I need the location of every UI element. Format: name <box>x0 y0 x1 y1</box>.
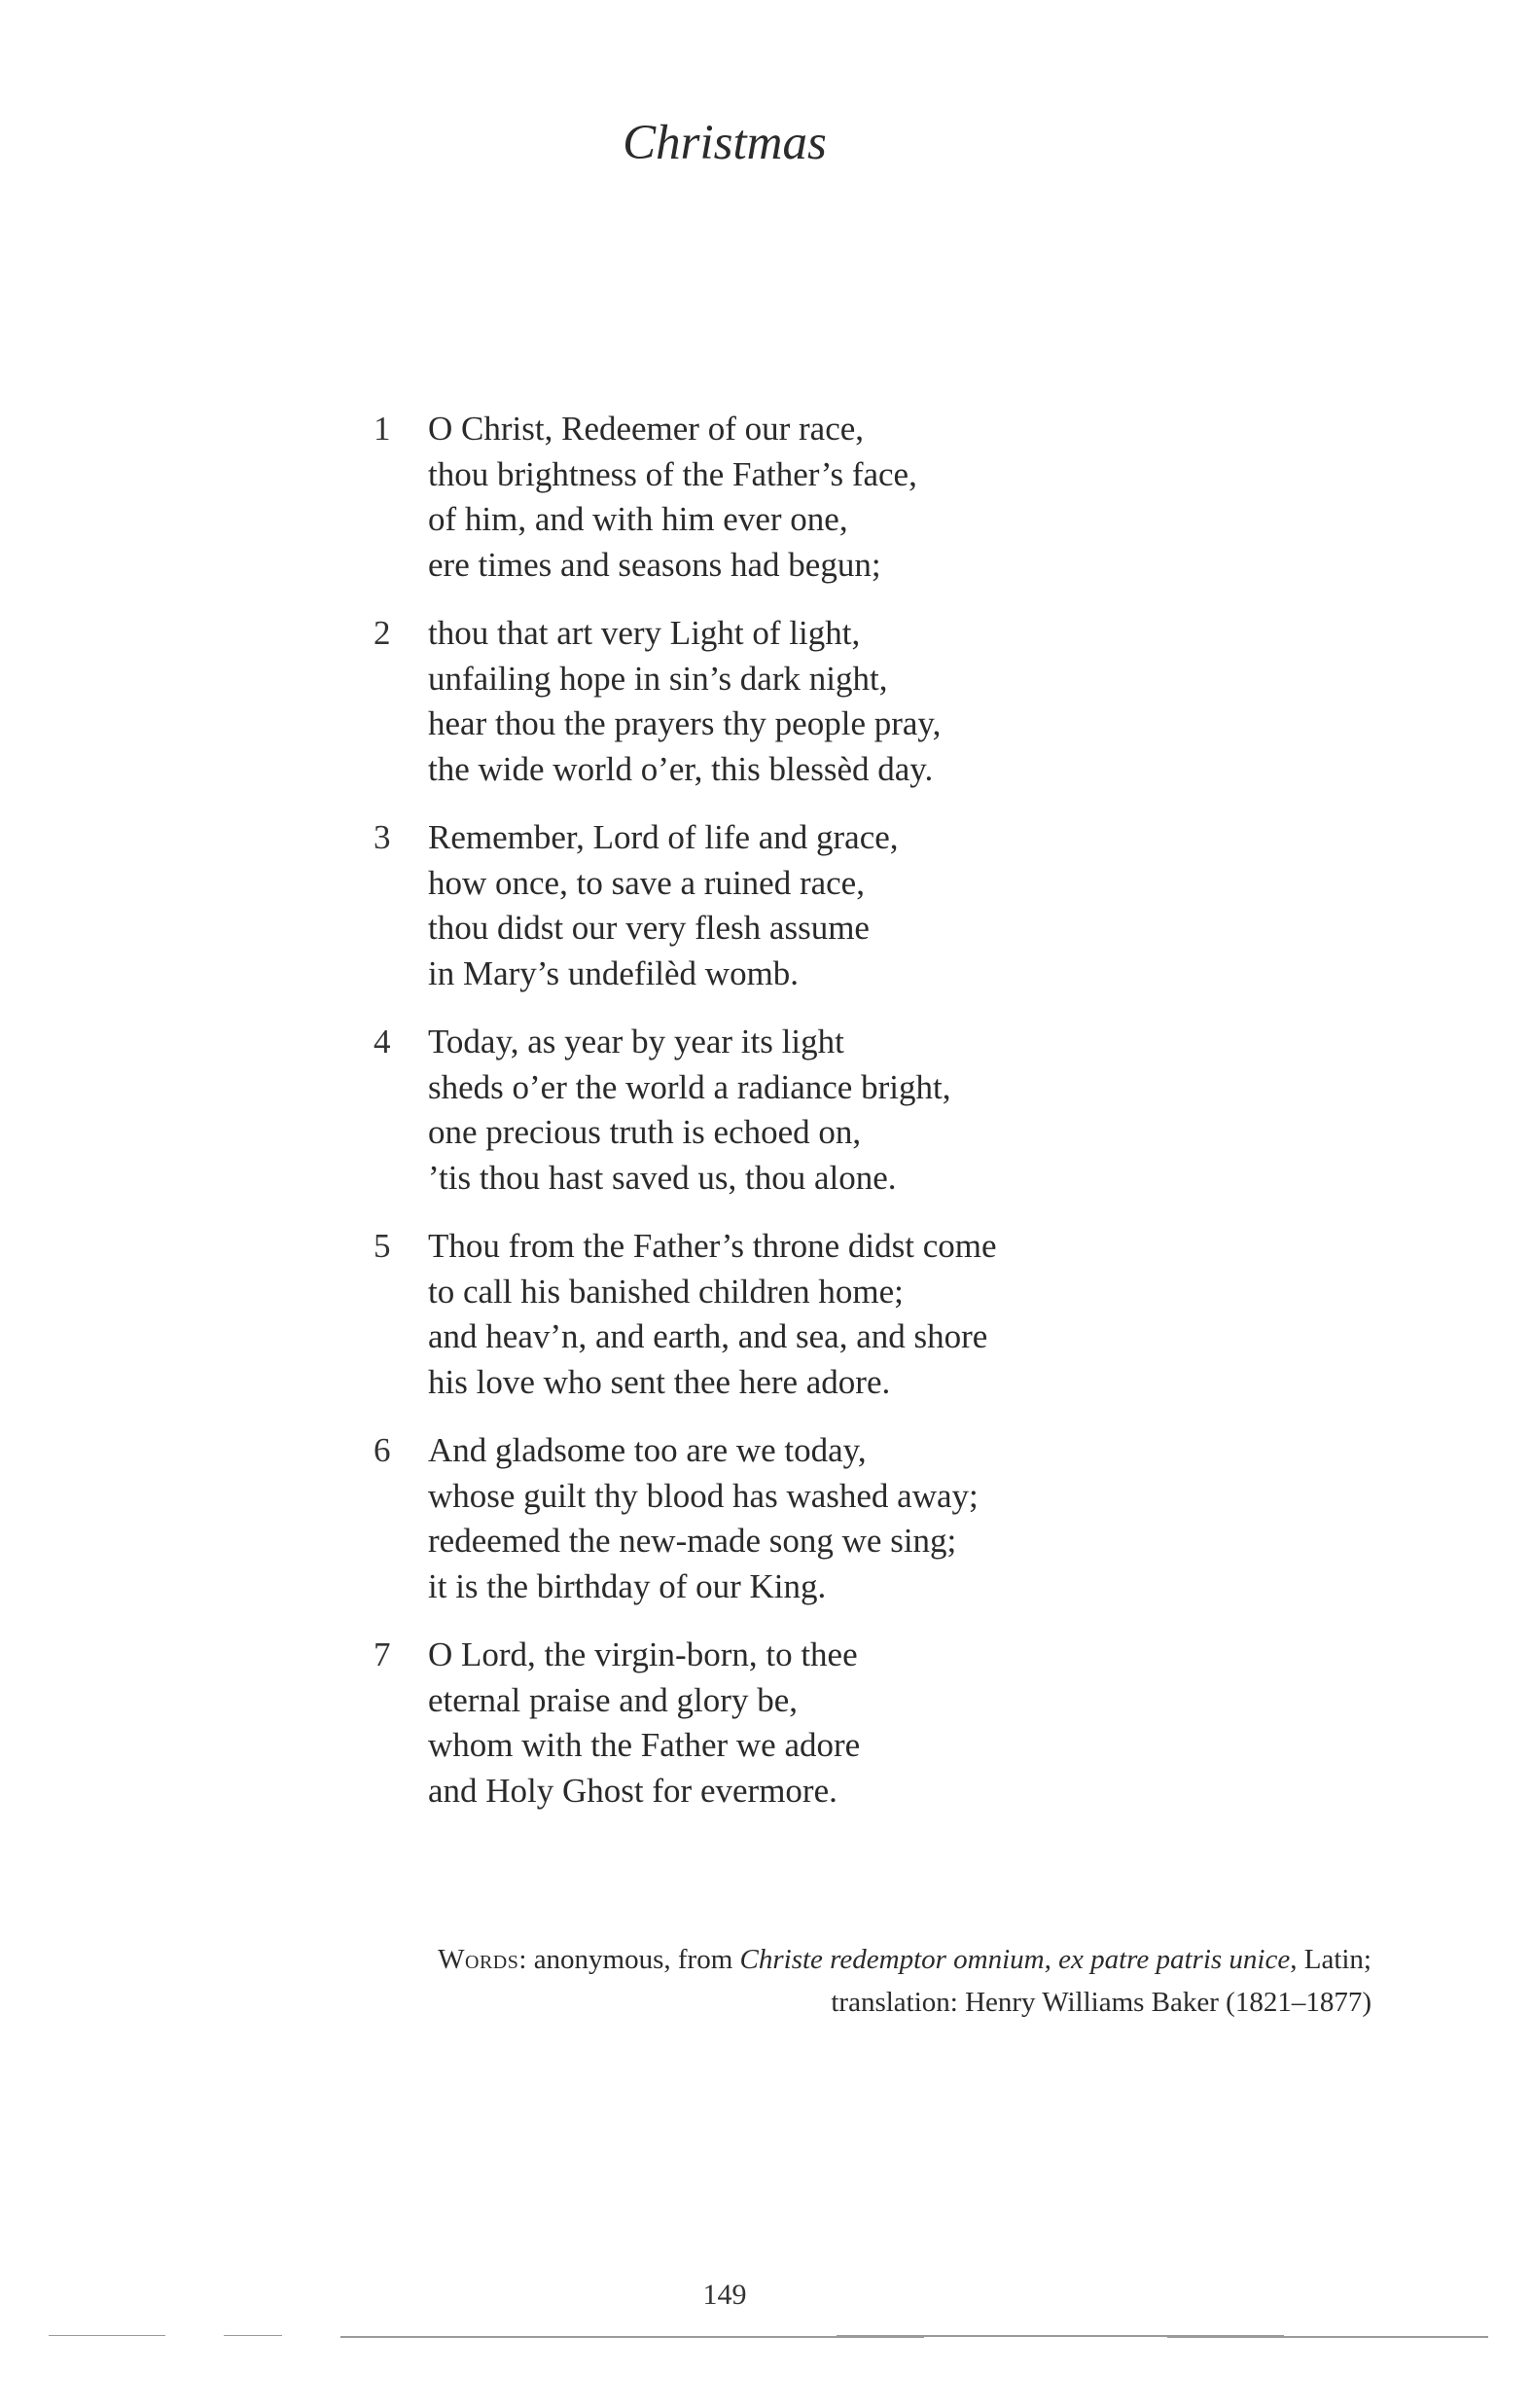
verse-line: sheds o’er the world a radiance bright, <box>428 1067 951 1106</box>
verse-line: and Holy Ghost for evermore. <box>428 1771 837 1810</box>
verse-line: eternal praise and glory be, <box>428 1680 798 1719</box>
page-title: Christmas <box>623 116 827 170</box>
verse-number: 2 <box>374 614 391 652</box>
credits-source-line: Words: anonymous, from Christe redemptor omnium, ex patre patris unice, Latin; <box>438 1944 1372 1975</box>
bottom-rule <box>1167 2336 1488 2338</box>
verse-line: O Lord, the virgin-born, to thee <box>428 1635 858 1673</box>
verse-line: the wide world o’er, this blessèd day. <box>428 749 934 788</box>
verse-lines <box>428 815 1171 996</box>
credits-translation: translation: Henry Williams Baker (1821–1877) <box>831 1987 1372 2018</box>
verse-lines <box>428 1020 1171 1201</box>
verse-line: Today, as year by year its light <box>428 1023 844 1060</box>
verse-line: redeemed the new-made song we sing; <box>428 1522 957 1560</box>
verse <box>374 407 1171 588</box>
credits-source-prefix: anonymous, from <box>533 1944 733 1975</box>
verse-line: Thou from the Father’s throne didst come <box>428 1227 997 1265</box>
verse-line: O Christ, Redeemer of our race, <box>428 410 865 448</box>
verse-line: hear thou the prayers thy people pray, <box>428 704 942 742</box>
verse-line: thou brightness of the Father’s face, <box>428 454 917 493</box>
verse-lines <box>428 1428 1171 1609</box>
verse-number: 4 <box>374 1023 391 1060</box>
credits-language: Latin; <box>1303 1944 1372 1975</box>
verse-lines <box>428 407 1171 588</box>
credits-latin-title: Christe redemptor omnium, ex patre patris unice <box>739 1944 1291 1975</box>
verse-line: And gladsome too are we today, <box>428 1431 867 1469</box>
page-number: 149 <box>702 2279 747 2311</box>
verse-lines <box>428 1224 1171 1405</box>
verse-line: his love who sent thee here adore. <box>428 1362 891 1401</box>
hymn-text <box>374 407 1171 1837</box>
bottom-rule <box>49 2335 165 2336</box>
verse-line: thou didst our very flesh assume <box>428 909 870 947</box>
verse-line: and heav’n, and earth, and sea, and shore <box>428 1317 988 1355</box>
verse-number: 5 <box>374 1227 391 1265</box>
verse <box>374 611 1171 792</box>
verse-line: ere times and seasons had begun; <box>428 545 881 584</box>
verse-number: 1 <box>374 410 391 448</box>
verse-line: how once, to save a ruined race, <box>428 863 865 902</box>
verse-line: to call his banished children home; <box>428 1272 904 1311</box>
verse-line: Remember, Lord of life and grace, <box>428 818 899 856</box>
verse-lines <box>428 611 1171 792</box>
hymn-credits <box>302 1938 1372 2024</box>
verse-line: whom with the Father we adore <box>428 1726 861 1764</box>
verse <box>374 1224 1171 1405</box>
verse-line: it is the birthday of our King. <box>428 1566 827 1605</box>
verse-line: thou that art very Light of light, <box>428 614 861 652</box>
verse-line: unfailing hope in sin’s dark night, <box>428 659 888 698</box>
verse <box>374 1020 1171 1201</box>
verse-number: 3 <box>374 818 391 856</box>
verse <box>374 815 1171 996</box>
credits-label: Words <box>438 1944 519 1975</box>
verse-line: of him, and with him ever one, <box>428 500 848 538</box>
verse-line: ’tis thou hast saved us, thou alone. <box>428 1158 897 1197</box>
verse <box>374 1633 1171 1814</box>
verse-number: 6 <box>374 1431 391 1469</box>
verse-line: in Mary’s undefilèd womb. <box>428 953 800 992</box>
verse <box>374 1428 1171 1609</box>
verse-line: whose guilt thy blood has washed away; <box>428 1476 979 1515</box>
verse-line: one precious truth is echoed on, <box>428 1113 862 1151</box>
verse-lines <box>428 1633 1171 1814</box>
bottom-rule <box>224 2335 282 2336</box>
verse-number: 7 <box>374 1635 391 1673</box>
